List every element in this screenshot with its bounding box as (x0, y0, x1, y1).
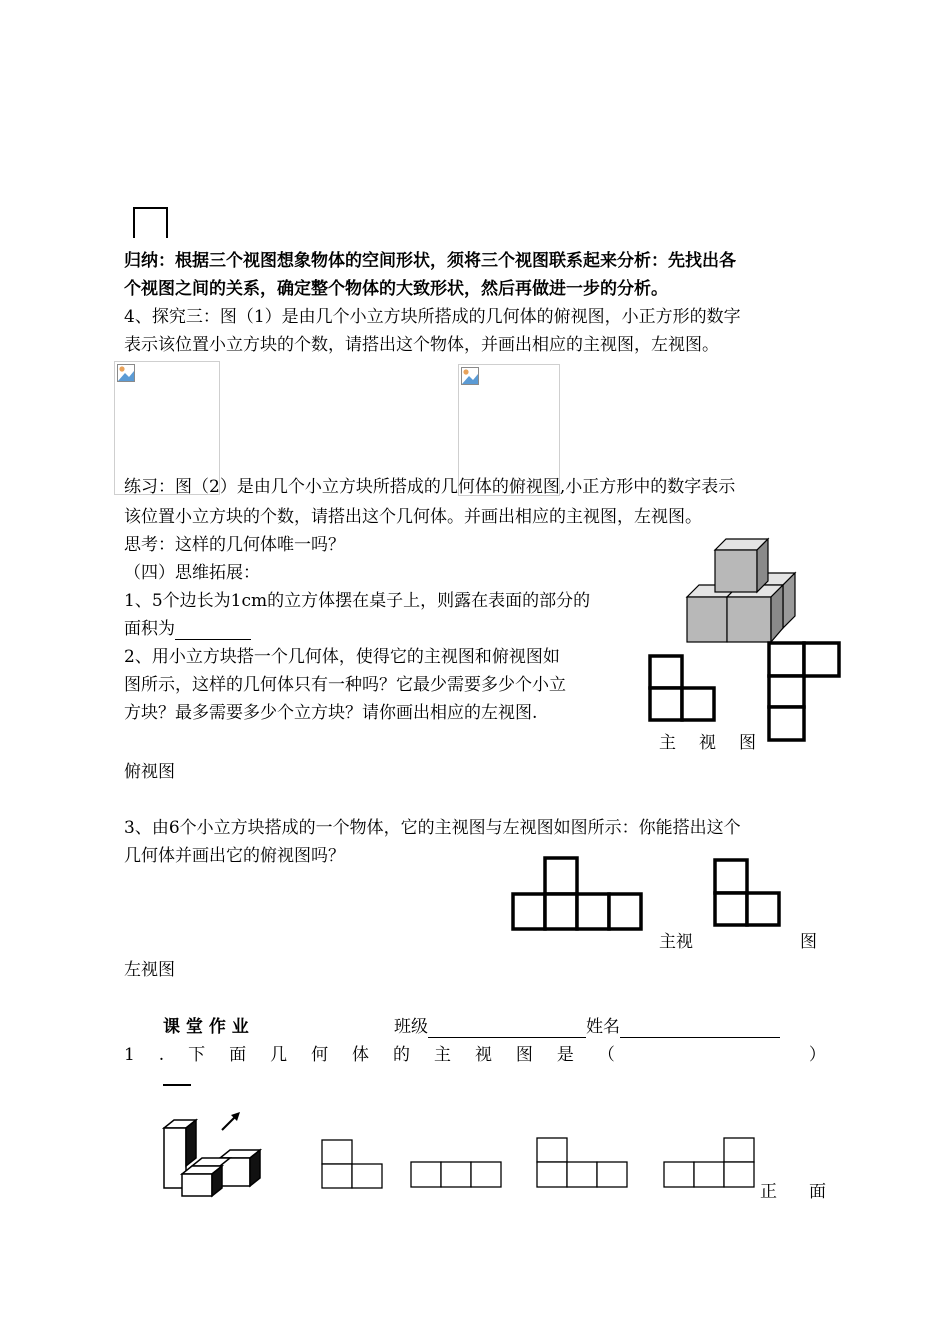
summary-line-1: 归纳：根据三个视图想象物体的空间形状，须将三个视图联系起来分析：先找出各 (124, 251, 736, 271)
extension-heading: （四）思维拓展： (124, 563, 260, 583)
class-field (394, 1016, 780, 1038)
homework-title: 课 堂 作 业 (163, 1017, 249, 1037)
q2-top-view-figure (767, 641, 843, 743)
homework-q1-line: 1 . 下 面 几 何 体 的 主 视 图 是 （ ） (124, 1045, 826, 1065)
practice-line-2: 该位置小立方块的个数，请搭出这个几何体。并画出相应的主视图，左视图。 (124, 507, 702, 527)
q3-front-view-label-b: 图 (800, 932, 817, 952)
extension-q2-line-2: 图所示，这样的几何体只有一种吗？它最少需要多少个小立 (124, 675, 566, 695)
explore3-line-1: 4、探究三：图（1）是由几个小立方块所搭成的几何体的俯视图，小正方形的数字 (124, 307, 741, 327)
empty-answer-box (133, 207, 168, 238)
name-input[interactable] (620, 1019, 780, 1038)
explore3-line-2: 表示该位置小立方块的个数，请搭出这个物体，并画出相应的主视图，左视图。 (124, 335, 719, 355)
option-c-figure (536, 1137, 628, 1189)
front-direction-label: 正 面 (760, 1182, 826, 1202)
broken-image-icon (461, 367, 479, 385)
name-label: 姓名 (586, 1017, 620, 1037)
direction-arrow-icon (220, 1110, 244, 1134)
broken-image-icon (117, 364, 135, 382)
extension-q3-line-1: 3、由6个小立方块搭成的一个物体，它的主视图与左视图如图所示：你能搭出这个 (124, 818, 741, 838)
q3-front-view-figure (511, 856, 643, 932)
extension-q1-line-2 (124, 618, 251, 640)
option-a-figure (321, 1139, 383, 1189)
class-label: 班级 (394, 1017, 428, 1037)
area-answer-blank[interactable] (175, 621, 251, 640)
q3-front-view-label-a: 主视 (659, 932, 693, 952)
extension-q1-line-1: 1、5个边长为1cm的立方体摆在桌子上，则露在表面的部分的 (124, 591, 591, 611)
q1-prefix: 面积为 (124, 619, 175, 639)
q3-left-view-label: 左视图 (124, 960, 175, 980)
practice-line-1: 练习：图（2）是由几个小立方块所搭成的几何体的俯视图,小正方形中的数字表示 (124, 477, 736, 497)
five-cubes-figure (685, 537, 805, 647)
extension-q2-line-1: 2、用小立方块搭一个几何体，使得它的主视图和俯视图如 (124, 647, 560, 667)
q2-front-view-figure (648, 654, 718, 724)
class-input[interactable] (428, 1019, 586, 1038)
summary-line-2: 个视图之间的关系，确定整个物体的大致形状，然后再做进一步的分析。 (124, 279, 668, 299)
q2-front-view-label: 主 视 图 (659, 733, 756, 753)
option-b-figure (410, 1161, 502, 1189)
extension-q2-line-3: 方块？最多需要多少个立方块？请你画出相应的左视图. (124, 703, 538, 723)
q2-top-view-label: 俯视图 (124, 762, 175, 782)
q3-left-view-figure (713, 858, 783, 928)
extension-q3-line-2: 几何体并画出它的俯视图吗？ (124, 846, 345, 866)
think-question: 思考：这样的几何体唯一吗？ (124, 535, 345, 555)
option-d-figure (663, 1137, 755, 1189)
short-underline (163, 1084, 191, 1086)
figure-1-image-placeholder (114, 361, 220, 495)
